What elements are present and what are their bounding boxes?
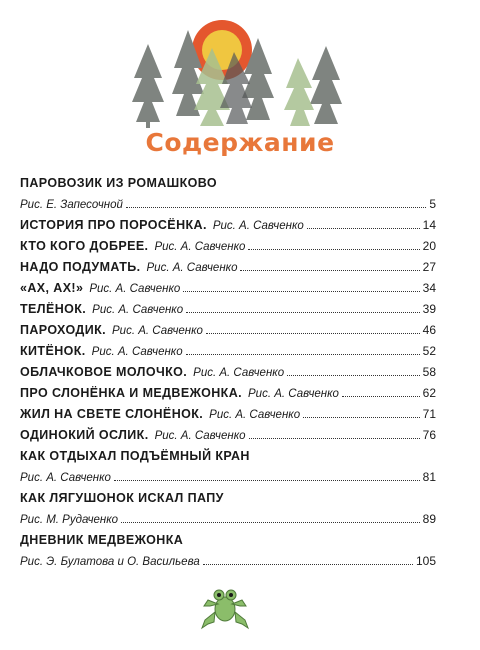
toc-entry-artist: Рис. А. Савченко xyxy=(89,283,181,295)
forest-sun-illustration xyxy=(130,18,350,130)
toc-entry[interactable] xyxy=(20,533,436,575)
toc-entry-title: КТО КОГО ДОБРЕЕ. xyxy=(20,239,149,253)
toc-entry-artist: Рис. А. Савченко xyxy=(20,472,111,484)
toc-entry-title: ЖИЛ НА СВЕТЕ СЛОНЁНОК. xyxy=(20,407,204,421)
toc-entry-title: ПАРОХОДИК. xyxy=(20,323,106,337)
dot-leader xyxy=(203,564,413,565)
toc-entry-page: 46 xyxy=(422,323,436,337)
toc-entry-artist: Рис. Е. Запесочной xyxy=(20,199,123,211)
toc-entry-title: «АХ, АХ!» xyxy=(20,281,84,295)
dot-leader xyxy=(206,333,420,334)
toc-entry-title: ИСТОРИЯ ПРО ПОРОСЁНКА. xyxy=(20,218,207,232)
dot-leader xyxy=(248,249,419,250)
toc-entry[interactable] xyxy=(20,302,436,323)
toc-entry-title-line xyxy=(20,449,436,470)
dot-leader xyxy=(126,207,426,208)
toc-entry-artist: Рис. А. Савченко xyxy=(193,367,285,379)
dot-leader xyxy=(186,312,420,313)
toc-entry-artist: Рис. А. Савченко xyxy=(112,325,203,337)
toc-entry-title: ДНЕВНИК МЕДВЕЖОНКА xyxy=(20,533,184,547)
toc-entry-artist: Рис. А. Савченко xyxy=(209,409,301,421)
toc-entry-line xyxy=(20,365,436,386)
toc-entry-page: 52 xyxy=(422,344,436,358)
toc-entry-title: НАДО ПОДУМАТЬ. xyxy=(20,260,141,274)
toc-entry-page: 20 xyxy=(422,239,436,253)
toc-entry-line xyxy=(20,344,436,365)
toc-entry[interactable] xyxy=(20,218,436,239)
toc-entry-page: 105 xyxy=(415,554,436,568)
toc-entry-artist: Рис. А. Савченко xyxy=(154,430,246,442)
toc-entry[interactable] xyxy=(20,407,436,428)
toc-entry-title-line xyxy=(20,491,436,512)
toc-entry-line xyxy=(20,239,436,260)
toc-entry-page: 39 xyxy=(422,302,436,316)
page-title: Содержание xyxy=(145,128,335,157)
toc-entry-title-line xyxy=(20,176,436,197)
toc-entry[interactable] xyxy=(20,344,436,365)
dot-leader xyxy=(240,270,419,271)
toc-entry[interactable] xyxy=(20,260,436,281)
toc-entry[interactable] xyxy=(20,281,436,302)
toc-entry[interactable] xyxy=(20,323,436,344)
toc-entry-detail-line xyxy=(20,197,436,218)
toc-entry-page: 89 xyxy=(422,512,436,526)
toc-entry-page: 58 xyxy=(422,365,436,379)
toc-entry-detail-line xyxy=(20,554,436,575)
toc-entry-page: 71 xyxy=(422,407,436,421)
toc-entry-line xyxy=(20,281,436,302)
dot-leader xyxy=(303,417,420,418)
toc-entry[interactable] xyxy=(20,428,436,449)
toc-entry-title: ТЕЛЁНОК. xyxy=(20,302,87,316)
toc-entry-artist: Рис. А. Савченко xyxy=(91,346,183,358)
toc-entry-page: 81 xyxy=(422,470,436,484)
dot-leader xyxy=(186,354,420,355)
toc-entry-title: ПАРОВОЗИК ИЗ РОМАШКОВО xyxy=(20,176,218,190)
toc-entry-page: 5 xyxy=(429,197,436,211)
toc-entry-line xyxy=(20,302,436,323)
toc-entry-title: ПРО СЛОНЁНКА И МЕДВЕЖОНКА. xyxy=(20,386,242,400)
dot-leader xyxy=(287,375,420,376)
toc-entry-artist: Рис. М. Рудаченко xyxy=(20,514,119,526)
dot-leader xyxy=(121,522,420,523)
toc-entry[interactable] xyxy=(20,491,436,533)
toc-entry-title: ОДИНОКИЙ ОСЛИК. xyxy=(20,428,149,442)
toc-entry-title-line xyxy=(20,533,436,554)
dot-leader xyxy=(183,291,419,292)
toc-entry-page: 34 xyxy=(422,281,436,295)
dot-leader xyxy=(114,480,420,481)
toc-entry-detail-line xyxy=(20,512,436,533)
table-of-contents xyxy=(20,176,436,575)
toc-entry[interactable] xyxy=(20,365,436,386)
toc-entry-page: 14 xyxy=(422,218,436,232)
toc-entry-title: КАК ЛЯГУШОНОК ИСКАЛ ПАПУ xyxy=(20,491,224,505)
toc-entry-line xyxy=(20,407,436,428)
toc-entry-artist: Рис. А. Савченко xyxy=(248,388,339,400)
toc-entry-detail-line xyxy=(20,470,436,491)
toc-entry-title: ОБЛАЧКОВОЕ МОЛОЧКО. xyxy=(20,365,188,379)
frog-icon xyxy=(200,582,250,632)
toc-entry-artist: Рис. А. Савченко xyxy=(92,304,184,316)
toc-entry-page: 27 xyxy=(422,260,436,274)
toc-entry-artist: Рис. А. Савченко xyxy=(146,262,238,274)
toc-entry-line xyxy=(20,323,436,344)
toc-entry-line xyxy=(20,428,436,449)
toc-entry-line xyxy=(20,218,436,239)
toc-entry[interactable] xyxy=(20,449,436,491)
toc-entry-line xyxy=(20,260,436,281)
toc-entry-artist: Рис. А. Савченко xyxy=(154,241,246,253)
toc-entry-line xyxy=(20,386,436,407)
toc-entry-artist: Рис. Э. Булатова и О. Васильева xyxy=(20,556,200,568)
toc-entry-page: 62 xyxy=(422,386,436,400)
toc-entry-title: КАК ОТДЫХАЛ ПОДЪЁМНЫЙ КРАН xyxy=(20,449,250,463)
toc-entry[interactable] xyxy=(20,239,436,260)
toc-entry[interactable] xyxy=(20,386,436,407)
toc-entry[interactable] xyxy=(20,176,436,218)
toc-entry-artist: Рис. А. Савченко xyxy=(212,220,304,232)
dot-leader xyxy=(249,438,420,439)
dot-leader xyxy=(307,228,420,229)
dot-leader xyxy=(342,396,420,397)
toc-entry-title: КИТЁНОК. xyxy=(20,344,86,358)
toc-entry-page: 76 xyxy=(422,428,436,442)
